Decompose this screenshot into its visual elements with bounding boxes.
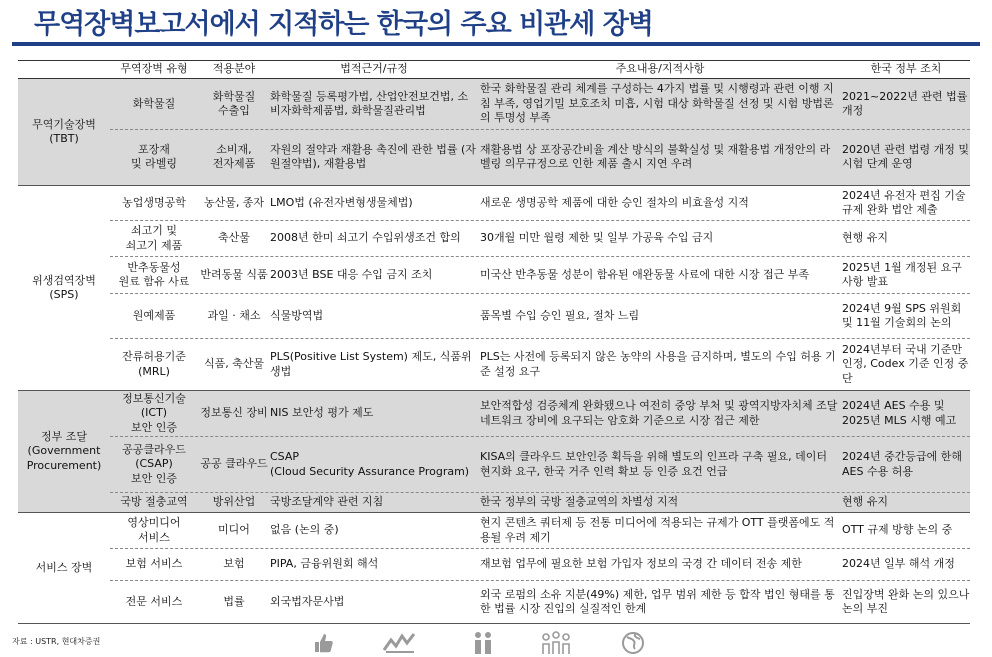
source-note: 자료 : USTR, 현대차증권 <box>12 637 101 646</box>
row-content: 미국산 반추동물 성분이 함유된 애완동물 사료에 대한 시장 접근 부족 <box>480 267 809 281</box>
row-gov-action: 2025년 1월 개정된 요구사항 발표 <box>842 260 962 288</box>
row-field: 법률 <box>223 594 245 608</box>
header-type: 무역장벽 유형 <box>120 62 188 75</box>
row-field: 방위산업 <box>212 495 256 509</box>
row-law: NIS 보안성 평가 제도 <box>270 406 374 420</box>
row-gov-action: 2024년 일부 해석 개정 <box>842 557 955 571</box>
row-content: KISA의 클라우드 보안인증 획득을 위해 별도의 인프라 구축 필요, 데이터 현지화 요구, 한국 거주 인력 확보 등 인증 요건 언급 <box>480 450 828 478</box>
row-type: 정보통신기술 (ICT) 보안 인증 <box>122 391 186 434</box>
category-services: 서비스 장벽 <box>35 560 93 574</box>
row-gov-action: 현행 유지 <box>842 495 889 509</box>
row-type: 반추동물성 원료 함유 사료 <box>118 260 190 288</box>
row-field: 소비재, 전자제품 <box>212 142 256 170</box>
row-content: 품목별 수입 승인 필요, 절차 느림 <box>480 308 640 322</box>
row-content: 30개월 미만 월령 제한 및 일부 가공육 수입 금지 <box>480 231 714 245</box>
row-gov-action: 2020년 관련 법령 개정 및 시험 단계 운영 <box>842 142 969 170</box>
barrier-table <box>18 60 970 625</box>
row-law: 없음 (논의 중) <box>270 523 339 537</box>
row-field: 농산물, 종자 <box>203 195 265 209</box>
row-field: 과일 · 채소 <box>207 308 261 322</box>
row-type: 영상미디어 서비스 <box>127 516 181 544</box>
arrows-up-icon <box>382 630 418 656</box>
row-field: 화학물질 수출입 <box>212 89 256 117</box>
header-law: 법적근거/규정 <box>340 62 408 75</box>
people-icon <box>470 630 496 656</box>
row-content: 보안적합성 검증체계 완화됐으나 여전히 중앙 부처 및 광역지방자치체 조달 네트워크 장비에 요구되는 암호화 기준으로 시장 접근 제한 <box>480 399 838 427</box>
row-law: 식물방역법 <box>270 308 324 322</box>
row-law: LMO법 (유전자변형생물체법) <box>270 195 413 209</box>
row-type: 국방 절충교역 <box>120 495 188 509</box>
row-type: 화학물질 <box>132 96 176 110</box>
row-law: 2008년 한미 쇠고기 수입위생조건 합의 <box>270 231 461 245</box>
row-content: 재활용법 상 포장공간비율 계산 방식의 불확실성 및 재활용법 개정안의 라벨링 의무규정으로 인한 제품 출시 지연 우려 <box>480 142 831 170</box>
row-gov-action: 2024년 중간등급에 한해 AES 수용 허용 <box>842 450 962 478</box>
thumbs-up-icon <box>310 630 336 656</box>
row-law: PIPA, 금융위원회 해석 <box>270 557 379 571</box>
title-underline <box>12 42 980 46</box>
row-law: 자원의 절약과 재활용 촉진에 관한 법률 (자원절약법), 재활용법 <box>270 142 476 170</box>
group-icon <box>540 630 572 656</box>
row-gov-action: 진입장벽 완화 논의 있으나 논의 부진 <box>842 587 970 615</box>
row-gov-action: 현행 유지 <box>842 231 889 245</box>
globe-icon <box>620 630 646 656</box>
row-law: 외국법자문사법 <box>270 594 345 608</box>
row-type: 원예제품 <box>132 308 176 322</box>
row-content: 외국 로펌의 소유 지분(49%) 제한, 업무 범위 제한 등 합작 법인 형태를 통한 법률 시장 진입의 실질적인 한계 <box>480 587 835 615</box>
header-rule <box>18 78 970 79</box>
header-content: 주요내용/지적사항 <box>615 62 705 75</box>
row-field: 정보통신 장비 <box>200 406 268 420</box>
header-field: 적용분야 <box>212 62 256 75</box>
group-rule <box>18 623 970 624</box>
page-title: 무역장벽보고서에서 지적하는 한국의 주요 비관세 장벽 <box>34 9 653 40</box>
row-content: 한국 화학물질 관리 체계를 구성하는 4가지 법률 및 시행령과 관련 이행 지침 부족, 영업기밀 보호조치 미흡, 시험 대상 화학물질 선정 및 시험 방법론의 투명성 부족 <box>480 82 834 125</box>
row-type: 잔류허용기준 (MRL) <box>122 350 186 378</box>
category-sps: 위생검역장벽 (SPS) <box>32 273 96 301</box>
row-field: 보험 <box>223 557 245 571</box>
row-gov-action: OTT 규제 방향 논의 중 <box>842 523 953 537</box>
row-law: 화학물질 등록평가법, 산업안전보건법, 소비자화학제품법, 화학물질관리법 <box>270 89 469 117</box>
row-gov-action: 2024년 유전자 편집 기술 규제 완화 법안 제출 <box>842 188 966 216</box>
row-gov-action: 2024년 AES 수용 및 2025년 MLS 시행 예고 <box>842 399 957 427</box>
row-type: 전문 서비스 <box>125 594 183 608</box>
header-gov: 한국 정부 조치 <box>870 62 942 75</box>
row-gov-action: 2024년 9월 SPS 위원회 및 11월 기술회의 논의 <box>842 301 962 329</box>
category-tbt: 무역기술장벽 (TBT) <box>32 117 96 145</box>
row-field: 반려동물 식품 <box>200 267 268 281</box>
row-law: 국방조달계약 관련 지침 <box>270 495 384 509</box>
row-law: CSAP (Cloud Security Assurance Program) <box>270 450 470 478</box>
header-category <box>18 60 110 78</box>
row-gov-action: 2021~2022년 관련 법률 개정 <box>842 89 968 117</box>
row-type: 쇠고기 및 쇠고기 제품 <box>125 224 183 252</box>
row-field: 미디어 <box>218 523 250 537</box>
row-law: PLS(Positive List System) 제도, 식품위생법 <box>270 350 472 378</box>
category-procurement: 정부 조달 (Government Procurement) <box>26 429 102 472</box>
row-type: 농업생명공학 <box>122 195 186 209</box>
footer-icons <box>0 630 992 656</box>
row-content: PLS는 사전에 등록되지 않은 농약의 사용을 금지하며, 별도의 수입 허용 기준 설정 요구 <box>480 350 836 378</box>
row-field: 축산물 <box>218 231 250 245</box>
row-type: 공공클라우드 (CSAP) 보안 인증 <box>122 442 186 485</box>
row-content: 재보험 업무에 필요한 보험 가입자 정보의 국경 간 데이터 전송 제한 <box>480 557 802 571</box>
row-type: 보험 서비스 <box>125 557 183 571</box>
row-field: 공공 클라우드 <box>200 457 268 471</box>
row-content: 현지 콘텐츠 쿼터제 등 전통 미디어에 적용되는 규제가 OTT 플랫폼에도 적용될 우려 제기 <box>480 516 835 544</box>
row-field: 식품, 축산물 <box>203 357 265 371</box>
row-content: 새로운 생명공학 제품에 대한 승인 절차의 비효율성 지적 <box>480 195 749 209</box>
row-content: 한국 정부의 국방 절충교역의 차별성 지적 <box>480 495 679 509</box>
row-law: 2003년 BSE 대응 수입 금지 조치 <box>270 267 433 281</box>
row-type: 포장재 및 라벨링 <box>130 142 177 170</box>
row-gov-action: 2024년부터 국내 기준만 인정, Codex 기준 인정 중단 <box>842 342 969 385</box>
